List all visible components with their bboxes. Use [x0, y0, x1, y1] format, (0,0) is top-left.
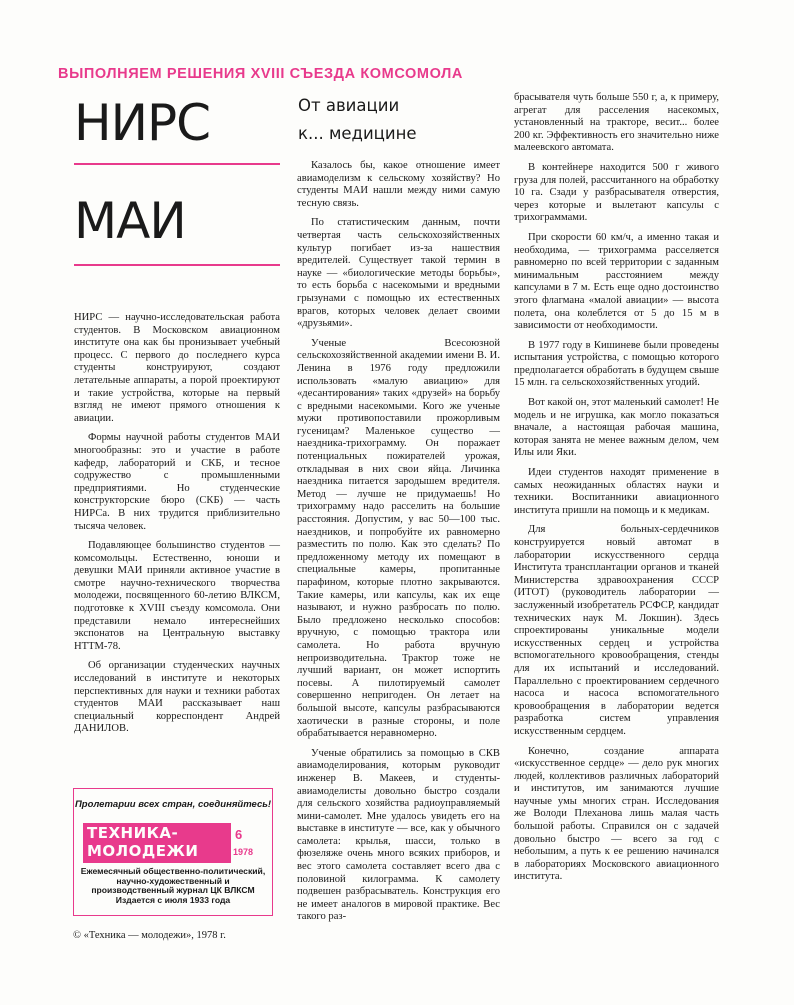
paragraph: Казалось бы, какое отношение имеет авиамоделизм к сельскому хозяйству? Но студенты МАИ нашли между ними самую тесную связь. [297, 160, 500, 209]
subtitle-line-1: От авиации [298, 96, 400, 115]
paragraph: брасывателя чуть больше 550 г, а, к примеру, агрегат для расселения насекомых, установленный на тракторе, весит... более 200 кг. Эффективность его значительно ниже малеевского автомата. [514, 92, 719, 154]
paragraph: По статистическим данным, почти четвертая часть сельскохозяйственных культур погибает из-за нашествия вредителей. Существует такой термин в науке — «биологические методы борьбы», то есть борьба с насекомыми и вредными грызунами с помощью их естественных врагов, которых человек делает своими «друзьями». [297, 217, 500, 330]
paragraph: Подавляющее большинство студентов — комсомольцы. Естественно, юноши и девушки МАИ приняли активное участие в смотре научно-технического творчества молодежи, посвященного 60-летию ВЛКСМ, подготовке к XVIII съезду комсомола. Они представили немало интереснейших экспонатов на Центральную выставку НТТМ-78. [74, 540, 280, 652]
title-rule-bottom [74, 264, 280, 266]
magazine-logo [83, 823, 263, 863]
column-2 [297, 160, 500, 931]
paragraph: Вот какой он, этот маленький самолет! Не модель и не игрушка, как могло показаться вначале, а настоящая рабочая машина, которая занята не менее важным делом, чем Илы или Яки. [514, 397, 719, 459]
subtitle-line-2: к... медицине [298, 124, 417, 143]
title-rule-top [74, 163, 280, 165]
paragraph: Об организации студенческих научных исследований в институте и некоторых перспективных для науки и техники работах студентов МАИ рассказывает наш специальный корреспондент Андрей ДАНИЛОВ. [74, 660, 280, 735]
paragraph: Формы научной работы студентов МАИ многообразны: это и участие в работе кафедр, лабораторий и СКБ, и тесное содружество с промышленными предприятиями. Но студенческие конструкторские бюро (СКБ) — часть НИРСа. В них трудится приблизительно тысяча человек. [74, 432, 280, 532]
logo-line-2: МОЛОДЕЖИ [87, 842, 199, 860]
title-nirs: НИРС [74, 94, 211, 152]
paragraph: Идеи студентов находят применение в самых неожиданных областях науки и техники. Воспитанники авиационного института пришли на помощь и к медикам. [514, 467, 719, 516]
logo-issue-number: 6 [235, 827, 243, 842]
masthead-description: Ежемесячный общественно-политический, научно-художественный и производственный журнал ЦК ВЛКСМ Издается с июля 1933 года [80, 866, 266, 905]
paragraph: НИРС — научно-исследовательская работа студентов. В Московском авиационном институте она как бы пронизывает учебный процесс. С первого до последнего курса студенты конструируют, создают летательные аппараты, а порой проектируют и такие устройства, которые на первый взгляд не имеют прямого отношения к авиации. [74, 312, 280, 424]
paragraph: Конечно, создание аппарата «искусственное сердце» — дело рук многих людей, коллективов различных лабораторий и институтов, им занимаются лучшие научные умы многих стран. Исследования же Володи Плеханова лишь малая часть большой работы. Справился он с задачей довольно быстро — всего за год с небольшим, а путь к ее решению начинался в лабораториях Московского авиационного института. [514, 745, 719, 883]
column-3 [514, 92, 719, 891]
paragraph: Для больных-сердечников конструируется новый автомат в лаборатории искусственного сердца Института трансплантации органов и тканей Министерства здравоохранения СССР (ИТОТ) (руководитель лаборатории — заслуженный изобретатель РСФСР, кандидат технических наук М. Локшин). Здесь спроектированы уникальные модели искусственных сердец и устройства вспомогательного кровообращения, стенды для их испытаний и исследований. Параллельно с проектированием сердечного насоса и насоса вспомогательного кровообращения в лаборатории ведется разработка систем управления искусственным сердцем. [514, 524, 719, 737]
logo-line-1: ТЕХНИКА- [87, 824, 179, 842]
banner: ВЫПОЛНЯЕМ РЕШЕНИЯ XVIII СЪЕЗДА КОМСОМОЛА [58, 66, 463, 82]
title-mai: МАИ [74, 192, 186, 250]
copyright-notice: © «Техника — молодежи», 1978 г. [73, 930, 226, 941]
logo-year: 1978 [233, 847, 254, 857]
paragraph: Ученые обратились за помощью в СКВ авиамоделирования, которым руководит инженер В. Макеев, и студенты-авиамоделисты довольно быстро создали для сельского хозяйства радиоуправляемый мини-самолет. Мне удалось увидеть его на выставке в институте — все, как у обычного самолета: крылья, шасси, только в фюзеляже очень много всяких приборов, и вес этого самолета составляет всего два с половиной килограмма. К самолету подвешен разбрасыватель. Конструкция его не имеет аналогов в мировой практике. Вес такого раз- [297, 747, 500, 923]
paragraph: В контейнере находится 500 г живого груза для полей, рассчитанного на обработку 10 га. Сзади у разбрасывателя отверстия, через которые и вылетают капсулы с трихограммами. [514, 161, 719, 224]
paragraph: При скорости 60 км/ч, а именно такая и необходима, — трихограмма расселяется равномерно по всей территории с заданным минимальным расстоянием между капсулами в 7 м. Есть еще одно достоинство этого флагмана «малой авиации» — высота полета, она колеблется от 5 до 15 м в зависимости от необходимости. [514, 231, 719, 332]
column-1 [74, 312, 280, 743]
paragraph: Ученые Всесоюзной сельскохозяйственной академии имени В. И. Ленина в 1976 году предложили использовать «малую авиацию» для «десантирования» таких «друзей» на борьбу с вредными насекомыми. Кого же ученые мужи противопоставили прожорливым гусеницам? Маленькое существо — наездника-трихограмму. Он поражает потенциальных пожирателей урожая, откладывая в них свои яйца. Личинка наездника питается зародышем вредителя. Метод — лучше не придумаешь! Но трихограмму надо расселить на большие расстояния. Допустим, у вас 50—100 тыс. наездников, и попробуйте их равномерно разместить по полю. Как это сделать? По предложенному методу их помещают в специальные камеры, пропитанные парафином, которые плотно закрываются. Такие камеры, или капсулы, как их еще называют, и нужно разбросать по полю. Было предложено несколько способов: вручную, с помощью трактора или самолета. Но работа вручную непроизводительна. Трактор тоже не лучший вариант, он может испортить посевы. А пилотируемый самолет совершенно непригоден. Он летает на большой высоте, капсулы разбрасываются хаотически в разные стороны, и поле обрабатывается неравномерно. [297, 337, 500, 740]
magazine-masthead [73, 788, 273, 916]
paragraph: В 1977 году в Кишиневе были проведены испытания устройства, с помощью которого предполагается обработать в будущем свыше 15 млн. га сельскохозяйственных угодий. [514, 339, 719, 389]
masthead-slogan: Пролетарии всех стран, соединяйтесь! [74, 799, 272, 810]
